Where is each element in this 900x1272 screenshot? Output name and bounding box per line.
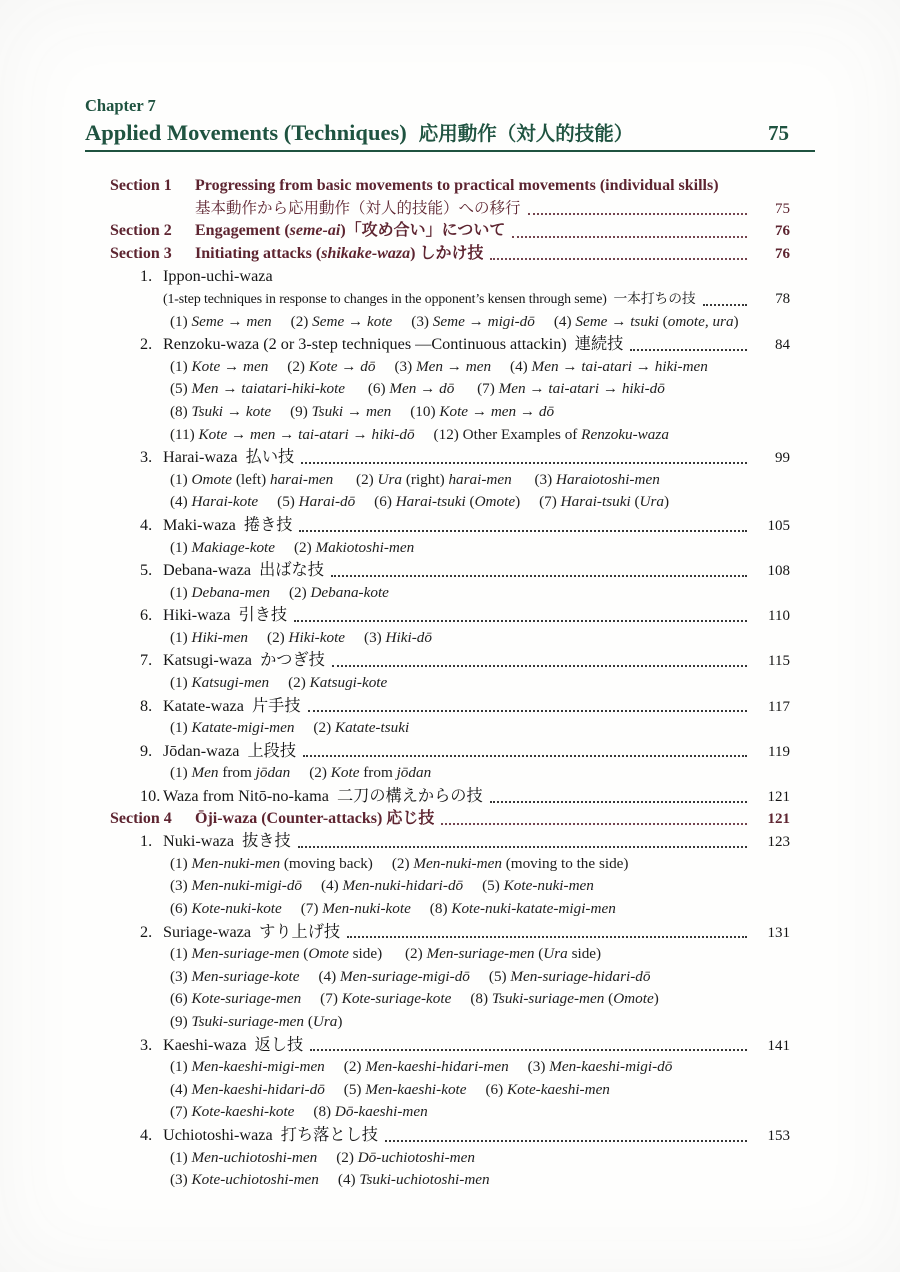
toc-item-row (85, 333, 815, 356)
chapter-header (85, 96, 815, 152)
page-ref: 119 (768, 743, 790, 760)
page-ref: 105 (767, 517, 790, 534)
item-number: 9. (140, 741, 153, 760)
toc-cont-row (85, 288, 815, 311)
section-label: Section 1 (110, 177, 172, 194)
entry-text: (1) Katate-migi-men (2) Katate-tsuki (170, 719, 410, 737)
toc-sub-row (85, 627, 815, 650)
dotted-leader (299, 530, 747, 532)
section-label: Section 3 (110, 244, 172, 262)
page-ref: 99 (775, 450, 790, 467)
page-ref: 131 (767, 924, 790, 941)
page-ref: 75 (775, 200, 790, 217)
entry-text: Progressing from basic movements to practical movements (individual skills) (195, 177, 719, 194)
entry-text: Uchiotoshi-waza 打ち落とし技 (163, 1125, 378, 1144)
entry-text: Maki-waza 捲き技 (163, 515, 293, 534)
toc-sub-row (85, 401, 815, 424)
entry-text: (6) Kote-suriage-men (7) Kote-suriage-kote (8) Tsuki-suriage-men (Omote) (170, 990, 659, 1008)
page-ref: 121 (767, 789, 790, 806)
entry-text: (1) Seme → men (2) Seme → kote (3) Seme → migi-dō (4) Seme → tsuki (omote, ura) (170, 312, 739, 330)
dotted-leader (490, 801, 747, 803)
dotted-leader (310, 1049, 747, 1051)
dotted-leader (512, 236, 747, 238)
dotted-leader (298, 846, 747, 848)
toc-sub-row (85, 378, 815, 401)
toc-sub-row (85, 1011, 815, 1034)
toc-section-row (85, 220, 815, 243)
entry-text: (3) Men-nuki-migi-dō (4) Men-nuki-hidari-dō (5) Kote-nuki-men (170, 877, 594, 895)
toc-item-row (85, 604, 815, 627)
item-number: 1. (140, 832, 153, 851)
entry-text: Ōji-waza (Counter-attacks) 応じ技 (195, 809, 435, 827)
toc-section-row (85, 808, 815, 831)
entry-text: (1) Makiage-kote (2) Makiotoshi-men (170, 538, 415, 556)
entry-text: Renzoku-waza (2 or 3-step techniques —Continuous attackin) 連続技 (163, 335, 624, 354)
toc-sub-row (85, 672, 815, 695)
item-number: 4. (140, 1125, 153, 1144)
entry-text: (6) Kote-nuki-kote (7) Men-nuki-kote (8) Kote-nuki-katate-migi-men (170, 900, 616, 917)
toc-item-row (85, 1034, 815, 1057)
entry-text: Suriage-waza すり上げ技 (163, 922, 341, 941)
page-ref: 76 (775, 223, 790, 240)
dotted-leader (385, 1140, 747, 1142)
entry-text: Jōdan-waza 上段技 (163, 741, 297, 760)
item-number: 5. (140, 561, 153, 580)
toc-sub-row (85, 469, 815, 492)
entry-text: 基本動作から応用動作（対人的技能）への移行 (195, 199, 521, 217)
entry-text: (4) Harai-kote (5) Harai-dō (6) Harai-tsuki (Omote) (7) Harai-tsuki (Ura) (170, 493, 670, 511)
dotted-leader (301, 462, 747, 464)
toc-item-row (85, 514, 815, 537)
item-number: 6. (140, 606, 153, 625)
toc-item-row (85, 265, 815, 288)
item-number: 8. (140, 696, 153, 715)
entry-text: Katsugi-waza かつぎ技 (163, 651, 325, 670)
item-number: 2. (140, 335, 153, 354)
toc-sub-row (85, 424, 815, 447)
toc-item-row (85, 649, 815, 672)
item-number: 1. (140, 267, 153, 286)
entry-text: (1) Omote (left) harai-men (2) Ura (right) harai-men (3) Haraiotoshi-men (170, 470, 660, 488)
entry-text: Harai-waza 払い技 (163, 448, 295, 467)
page-ref: 110 (768, 608, 790, 625)
toc-sub-row (85, 966, 815, 989)
toc-sub-row (85, 853, 815, 876)
entry-text: (1) Men-kaeshi-migi-men (2) Men-kaeshi-hidari-men (3) Men-kaeshi-migi-dō (170, 1058, 673, 1076)
entry-text: (1) Kote → men (2) Kote → dō (3) Men → men (4) Men → tai-atari → hiki-men (170, 357, 708, 375)
dotted-leader (528, 213, 747, 215)
toc-item-row (85, 559, 815, 582)
dotted-leader (630, 349, 747, 351)
toc-item-row (85, 446, 815, 469)
toc-sub-row (85, 717, 815, 740)
dotted-leader (441, 823, 747, 825)
page-ref: 115 (768, 653, 790, 670)
page-ref: 84 (775, 337, 790, 354)
item-number: 10. (140, 787, 161, 806)
dotted-leader (490, 258, 747, 260)
entry-text: Kaeshi-waza 返し技 (163, 1035, 304, 1054)
entry-text: (1) Katsugi-men (2) Katsugi-kote (170, 674, 388, 692)
page-ref: 141 (767, 1037, 790, 1054)
dotted-leader (347, 936, 747, 938)
entry-text: Engagement (seme-ai)「攻め合い」について (195, 222, 506, 240)
toc-sub-row (85, 582, 815, 605)
entry-text: Nuki-waza 抜き技 (163, 832, 291, 851)
entry-text: (3) Kote-uchiotoshi-men (4) Tsuki-uchiotoshi-men (170, 1171, 490, 1189)
entry-text: Hiki-waza 引き技 (163, 606, 288, 625)
entry-text: (1) Men-nuki-men (moving back) (2) Men-nuki-men (moving to the side) (170, 854, 629, 872)
toc-sub-row (85, 898, 815, 921)
item-number: 4. (140, 515, 153, 534)
toc-sub-row (85, 356, 815, 379)
entry-text: (8) Tsuki → kote (9) Tsuki → men (10) Kote → men → dō (170, 402, 555, 420)
entry-text: (9) Tsuki-suriage-men (Ura) (170, 1012, 343, 1030)
item-number: 3. (140, 448, 153, 467)
toc-item-row (85, 695, 815, 718)
toc-item-row (85, 1124, 815, 1147)
toc-seccont-row (85, 198, 815, 221)
toc-sub-row (85, 1056, 815, 1079)
dotted-leader (332, 665, 747, 667)
toc-item-row (85, 740, 815, 763)
toc-sub-row (85, 491, 815, 514)
chapter-label: Chapter 7 (85, 96, 156, 115)
page-ref: 78 (775, 290, 790, 307)
toc-sub-row (85, 311, 815, 334)
page-number: 75 (768, 121, 789, 145)
entry-text: (3) Men-suriage-kote (4) Men-suriage-migi-dō (5) Men-suriage-hidari-dō (170, 967, 651, 985)
entry-text: Katate-waza 片手技 (163, 696, 301, 715)
entry-text: (1-step techniques in response to changes in the opponent’s kensen through seme) 一本打ちの技 (163, 290, 696, 306)
dotted-leader (331, 575, 747, 577)
toc-item-row (85, 921, 815, 944)
entry-text: (1) Men-suriage-men (Omote side) (2) Men-suriage-men (Ura side) (170, 945, 602, 963)
page-title-japanese: 応用動作（対人的技能） (418, 124, 634, 145)
page-title: Applied Movements (Techniques) (85, 120, 407, 145)
page-ref: 123 (767, 834, 790, 851)
toc-sub-row (85, 1169, 815, 1192)
entry-text: Ippon-uchi-waza (163, 267, 273, 286)
entry-text: (11) Kote → men → tai-atari → hiki-dō (12) Other Examples of Renzoku-waza (170, 425, 669, 443)
entry-text: (4) Men-kaeshi-hidari-dō (5) Men-kaeshi-kote (6) Kote-kaeshi-men (170, 1080, 610, 1098)
toc-sub-row (85, 537, 815, 560)
entry-text: Debana-waza 出ばな技 (163, 561, 324, 580)
dotted-leader (308, 710, 747, 712)
toc-sub-row (85, 1101, 815, 1124)
dotted-leader (703, 304, 747, 306)
toc-sub-row (85, 988, 815, 1011)
page-ref: 153 (767, 1127, 790, 1144)
entry-text: (5) Men → taiatari-hiki-kote (6) Men → dō (7) Men → tai-atari → hiki-dō (170, 380, 665, 398)
entry-text: (7) Kote-kaeshi-kote (8) Dō-kaeshi-men (170, 1103, 428, 1121)
toc-section-row (85, 175, 815, 198)
item-number: 7. (140, 651, 153, 670)
toc-sub-row (85, 1079, 815, 1102)
entry-text: (1) Hiki-men (2) Hiki-kote (3) Hiki-dō (170, 628, 432, 646)
entry-text: Initiating attacks (shikake-waza) しかけ技 (195, 244, 484, 262)
section-label: Section 4 (110, 809, 172, 827)
table-of-contents (85, 175, 815, 1192)
entry-text: (1) Men-uchiotoshi-men (2) Dō-uchiotoshi-men (170, 1148, 475, 1166)
toc-item-row (85, 785, 815, 808)
toc-item-row (85, 830, 815, 853)
toc-sub-row (85, 943, 815, 966)
toc-sub-row (85, 762, 815, 785)
item-number: 2. (140, 922, 153, 941)
page-ref: 76 (775, 245, 790, 262)
entry-text: Waza from Nitō-no-kama 二刀の構えからの技 (163, 787, 483, 806)
toc-sub-row (85, 875, 815, 898)
section-label: Section 2 (110, 222, 172, 240)
item-number: 3. (140, 1035, 153, 1054)
page-ref: 117 (768, 698, 790, 715)
toc-sub-row (85, 1147, 815, 1170)
entry-text: (1) Debana-men (2) Debana-kote (170, 583, 389, 601)
page-ref: 121 (767, 810, 790, 827)
dotted-leader (294, 620, 747, 622)
page-ref: 108 (767, 563, 790, 580)
dotted-leader (303, 755, 747, 757)
entry-text: (1) Men from jōdan (2) Kote from jōdan (170, 764, 432, 782)
toc-section-row (85, 243, 815, 266)
title-bar (85, 118, 815, 152)
